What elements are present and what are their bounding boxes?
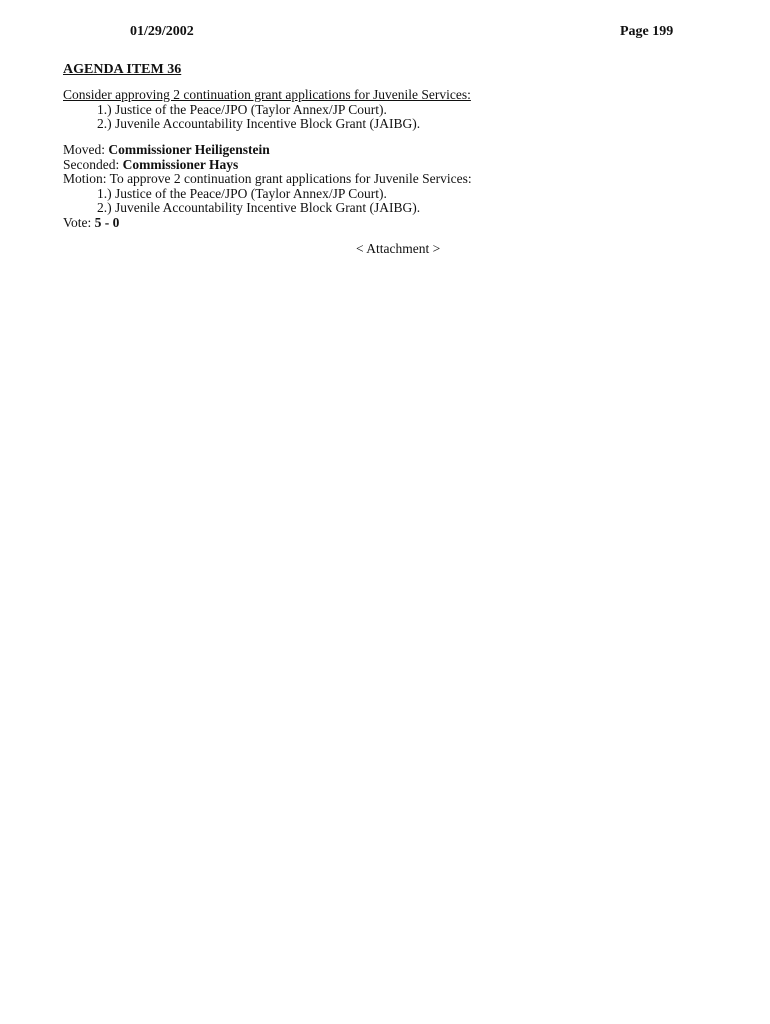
motion-item-2: 2.) Juvenile Accountability Incentive Block Grant (JAIBG).: [97, 200, 421, 215]
motion-item-1: 1.) Justice of the Peace/JPO (Taylor Annex/JP Court).: [97, 185, 387, 201]
header-page-number: Page 199: [620, 24, 674, 39]
vote-label: Vote:: [63, 214, 92, 230]
moved-label: Moved:: [63, 142, 105, 157]
consider-item-1: 1.) Justice of the Peace/JPO (Taylor Annex/JP Court).: [97, 101, 387, 117]
seconded-value: Commissioner Hays: [122, 156, 239, 172]
vote-value: 5 - 0: [94, 214, 120, 230]
consider-text: Consider approving 2 continuation grant applications for Juvenile Services:: [63, 87, 471, 102]
seconded-line: [63, 158, 472, 173]
agenda-item-title: AGENDA ITEM 36: [63, 62, 182, 77]
moved-line: [63, 143, 472, 158]
motion-text: Motion: To approve 2 continuation grant applications for Juvenile Services:: [63, 171, 472, 186]
consider-section: [63, 88, 471, 132]
motion-section: [63, 143, 472, 230]
vote-line: [63, 216, 472, 231]
header-date: 01/29/2002: [130, 24, 194, 39]
attachment-link[interactable]: < Attachment >: [356, 241, 441, 256]
seconded-label: Seconded:: [63, 156, 120, 172]
moved-value: Commissioner Heiligenstein: [108, 142, 270, 157]
consider-item-2: 2.) Juvenile Accountability Incentive Block Grant (JAIBG).: [97, 116, 421, 131]
